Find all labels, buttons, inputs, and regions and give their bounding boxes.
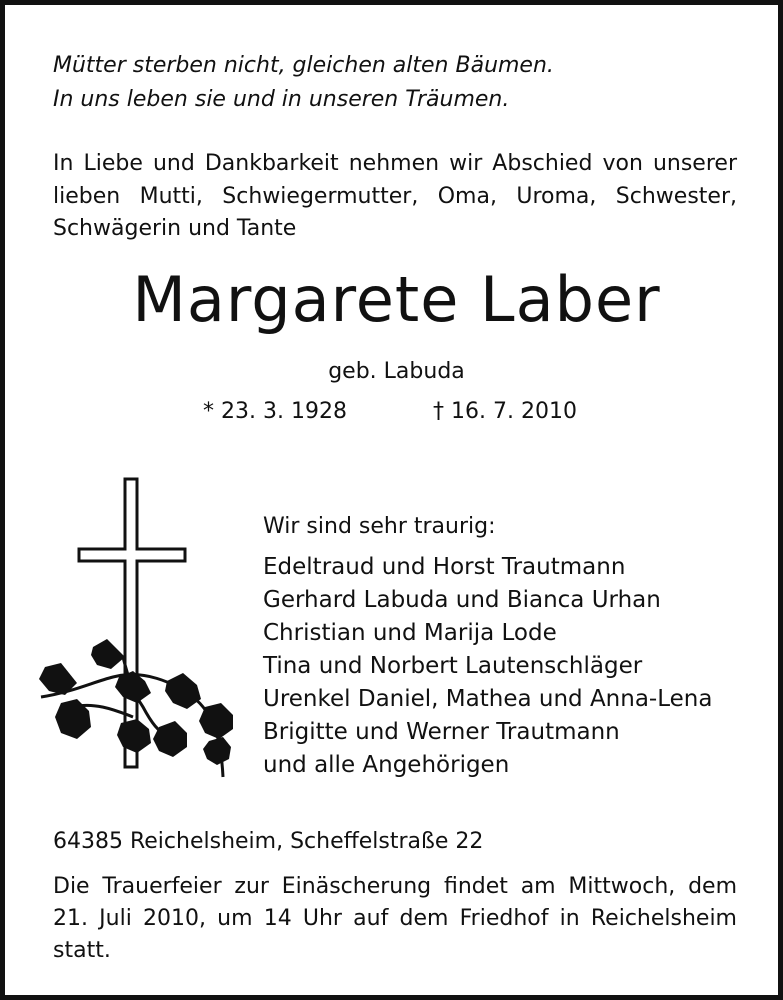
mourner-name: Brigitte und Werner Trautmann: [263, 719, 620, 745]
mourners-heading: Wir sind sehr traurig:: [263, 514, 496, 539]
deceased-name: Margarete Laber: [132, 263, 661, 336]
intro-line-2: lieben Mutti, Schwiegermutter, Oma, Uroma, Schwester,: [53, 184, 737, 209]
death-date: † 16. 7. 2010: [433, 399, 577, 424]
ceremony-line-2: 21. Juli 2010, um 14 Uhr auf dem Friedhof in Reichelsheim: [53, 906, 737, 931]
mourner-name: Urenkel Daniel, Mathea und Anna-Lena: [263, 686, 713, 712]
ceremony-line-1: Die Trauerfeier zur Einäscherung findet am Mittwoch, dem: [53, 874, 737, 899]
mourner-name: Christian und Marija Lode: [263, 620, 557, 646]
mourner-name: Edeltraud und Horst Trautmann: [263, 554, 626, 580]
birth-date: * 23. 3. 1928: [203, 399, 347, 424]
address: 64385 Reichelsheim, Scheffelstraße 22: [53, 829, 484, 854]
mourner-name: Gerhard Labuda und Bianca Urhan: [263, 587, 661, 613]
intro-line-3: Schwägerin und Tante: [53, 216, 297, 241]
mourner-name: Tina und Norbert Lautenschläger: [263, 653, 643, 679]
mourner-name: und alle Angehörigen: [263, 752, 510, 778]
cross-with-ivy-icon: [33, 477, 247, 797]
poem-line-2: In uns leben sie und in unseren Träumen.: [53, 87, 510, 112]
intro-line-1: In Liebe und Dankbarkeit nehmen wir Abschied von unserer: [53, 151, 737, 176]
ceremony-line-3: statt.: [53, 938, 111, 963]
maiden-name: geb. Labuda: [328, 359, 465, 384]
poem-line-1: Mütter sterben nicht, gleichen alten Bäumen.: [53, 53, 554, 78]
